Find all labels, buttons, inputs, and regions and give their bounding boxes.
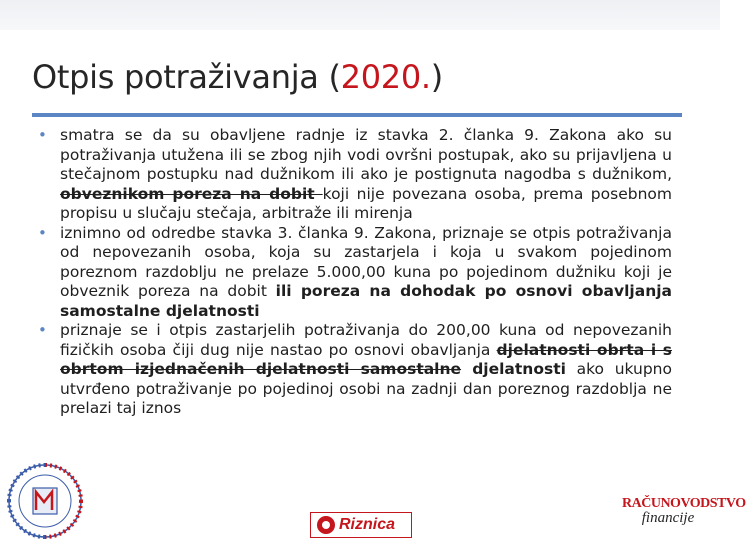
slide-content <box>38 126 672 419</box>
bullet-dot-icon: • <box>38 126 47 144</box>
bullet-item-2 <box>38 224 672 322</box>
bullet-3-text-end: ako ukupno utvrđeno potraživanje po pojedinoj osobi na zadnji dan poreznog razdoblja ne prelazi taj iznos <box>60 360 672 417</box>
bullet-1-struck-text: obveznikom poreza na dobit <box>60 184 323 203</box>
title-year: 2020. <box>340 58 431 96</box>
bullet-2-bold-text: ili poreza na dohodak po osnovi obavljanja samostalne djelatnosti <box>60 282 673 320</box>
bullet-item-3 <box>38 321 672 419</box>
bullet-dot-icon: • <box>38 223 47 242</box>
bullet-1-text-end: koji nije povezana osoba, prema posebnom propisu u slučaju stečaja, arbitraže ili mirenja <box>60 184 672 222</box>
bullet-3-bold-text: djelatnosti <box>461 360 566 378</box>
slide-title <box>32 58 443 96</box>
bullet-3-text: priznaje se i otpis zastarjelih potraživanja do 200,00 kuna od nepovezanih fizičkih osoba čiji dug nije nastao po osnovi obavljanja <box>60 321 672 359</box>
riznica-logo-text: Riznica <box>339 516 396 533</box>
rif-logo-line1: RAČUNOVODSTVO <box>622 496 746 511</box>
racunovodstvo-financije-logo <box>622 496 746 527</box>
title-close: ) <box>430 58 443 96</box>
bullet-item-1 <box>38 126 672 224</box>
society-seal-logo <box>6 462 84 540</box>
title-main: Otpis potraživanja ( <box>32 58 341 96</box>
bullet-2-text: iznimno od odredbe stavka 3. članka 9. Zakona, priznaje se otpis potraživanja od nepovezanih osoba, koja su zastarjela i koja u svakom pojedinom poreznom razdoblju ne prelaze 5.000,00 kuna po pojedinom dužniku koji je obveznik poreza na dobit <box>60 223 672 300</box>
bullet-1-text: smatra se da su obavljene radnje iz stavka 2. članka 9. Zakona ako su potraživanja utužena ili se zbog njih vodi ovršni postupak, ako su prijavljena u stečajnom postupku nad dužnikom ili ako je postignuta nagodba s dužnikom, <box>60 126 672 183</box>
title-rule <box>32 113 682 117</box>
rif-logo-line2: financije <box>641 510 695 526</box>
top-band <box>0 0 720 30</box>
bullet-dot-icon: • <box>38 321 47 339</box>
riznica-logo <box>310 512 412 538</box>
riznica-mark-icon <box>317 516 335 534</box>
bullet-3-struck-text: djelatnosti obrta i s obrtom izjednačenih djelatnosti samostalne <box>60 340 673 378</box>
